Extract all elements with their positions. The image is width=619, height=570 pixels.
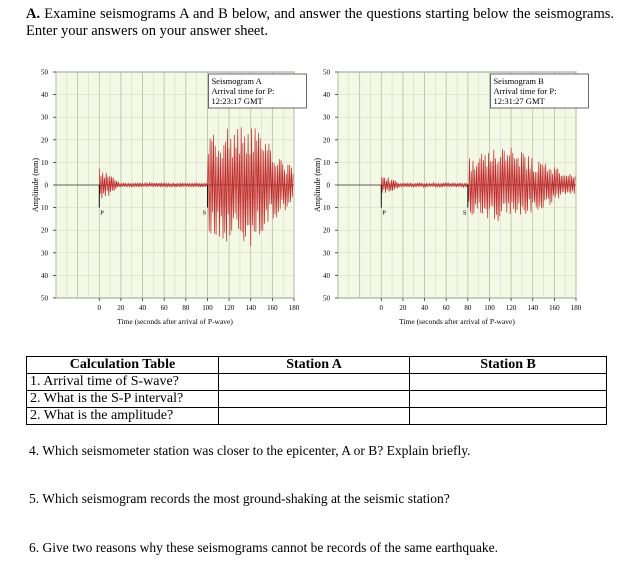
y-tick-label: 10 <box>323 158 330 167</box>
answer-cell-b[interactable] <box>410 408 607 425</box>
x-tick-label: 140 <box>245 304 256 312</box>
seismogram-a-chart <box>26 64 310 336</box>
arrival-time-value: 12:31:27 GMT <box>493 96 545 106</box>
y-tick-label: 40 <box>41 271 48 280</box>
x-axis-label: Time (seconds after arrival of P-wave) <box>117 317 233 326</box>
y-tick-label: 50 <box>323 294 330 303</box>
table-header-row <box>27 357 607 374</box>
answer-cell-b[interactable] <box>410 391 607 408</box>
header-station-a: Station A <box>219 357 410 374</box>
y-tick-label: 0 <box>326 181 330 190</box>
arrival-time-label: Arrival time for P: <box>493 86 557 96</box>
section-label: A. <box>26 6 41 22</box>
x-tick-label: 80 <box>182 304 190 312</box>
x-tick-label: 100 <box>484 304 495 312</box>
y-tick-label: 50 <box>41 294 48 303</box>
x-tick-label: 0 <box>97 304 102 312</box>
y-tick-label: 10 <box>323 204 330 213</box>
answer-cell-b[interactable] <box>410 374 607 391</box>
y-tick-label: 20 <box>323 226 330 235</box>
question-5: 5. Which seismogram records the most ground-shaking at the seismic station? <box>29 491 450 506</box>
p-wave-label: P <box>100 209 104 217</box>
arrival-time-value: 12:23:17 GMT <box>211 96 263 106</box>
y-axis-label: Amplitude (mm) <box>31 158 40 212</box>
answer-cell-a[interactable] <box>219 391 410 408</box>
header-station-b: Station B <box>410 357 607 374</box>
x-tick-label: 160 <box>549 304 560 312</box>
question-6: 6. Give two reasons why these seismograms cannot be records of the same earthquake. <box>29 540 498 555</box>
y-axis-label: Amplitude (mm) <box>313 158 322 212</box>
row-label: 2. What is the amplitude? <box>27 408 219 425</box>
x-tick-label: 40 <box>139 304 147 312</box>
y-tick-label: 20 <box>323 136 330 145</box>
y-tick-label: 50 <box>323 68 330 77</box>
x-tick-label: 120 <box>223 304 235 312</box>
y-tick-label: 40 <box>323 271 330 280</box>
table-row <box>27 391 607 408</box>
seismogram-b-svg <box>308 64 592 336</box>
answer-cell-a[interactable] <box>219 408 410 425</box>
x-tick-label: 20 <box>399 304 407 312</box>
x-tick-label: 140 <box>527 304 538 312</box>
table-row <box>27 374 607 391</box>
instructions <box>26 6 614 40</box>
x-tick-label: 60 <box>160 304 168 312</box>
seismogram-title: Seismogram B <box>493 76 544 86</box>
y-tick-label: 50 <box>41 68 48 77</box>
y-tick-label: 30 <box>323 249 330 258</box>
calculation-table <box>26 356 607 425</box>
table-row <box>27 408 607 425</box>
x-tick-label: 180 <box>570 304 582 312</box>
y-tick-label: 10 <box>41 158 48 167</box>
s-wave-label: S <box>462 209 467 217</box>
y-tick-label: 40 <box>41 91 48 100</box>
seismogram-title: Seismogram A <box>211 76 262 86</box>
row-label: 2. What is the S-P interval? <box>27 391 219 408</box>
y-tick-label: 20 <box>41 136 48 145</box>
x-tick-label: 40 <box>421 304 429 312</box>
x-tick-label: 0 <box>379 304 384 312</box>
x-axis-label: Time (seconds after arrival of P-wave) <box>399 317 515 326</box>
x-tick-label: 180 <box>288 304 300 312</box>
seismogram-b-chart <box>308 64 592 336</box>
y-tick-label: 0 <box>44 181 48 190</box>
seismogram-a-svg <box>26 64 310 336</box>
x-tick-label: 60 <box>442 304 450 312</box>
x-tick-label: 120 <box>505 304 517 312</box>
y-tick-label: 20 <box>41 226 48 235</box>
y-tick-label: 30 <box>323 113 330 122</box>
s-wave-label: S <box>202 209 207 217</box>
answer-cell-a[interactable] <box>219 374 410 391</box>
arrival-time-label: Arrival time for P: <box>211 86 275 96</box>
x-tick-label: 80 <box>464 304 472 312</box>
y-tick-label: 30 <box>41 113 48 122</box>
row-label: 1. Arrival time of S-wave? <box>27 374 219 391</box>
y-tick-label: 40 <box>323 91 330 100</box>
question-4: 4. Which seismometer station was closer to the epicenter, A or B? Explain briefly. <box>29 443 471 458</box>
y-tick-label: 30 <box>41 249 48 258</box>
header-calculation: Calculation Table <box>27 357 219 374</box>
x-tick-label: 100 <box>202 304 213 312</box>
x-tick-label: 20 <box>117 304 125 312</box>
p-wave-label: P <box>382 209 386 217</box>
y-tick-label: 10 <box>41 204 48 213</box>
instructions-text: Examine seismograms A and B below, and answer the questions starting below the seismograms. Enter your answers on your answer sheet. <box>26 6 614 39</box>
x-tick-label: 160 <box>267 304 278 312</box>
